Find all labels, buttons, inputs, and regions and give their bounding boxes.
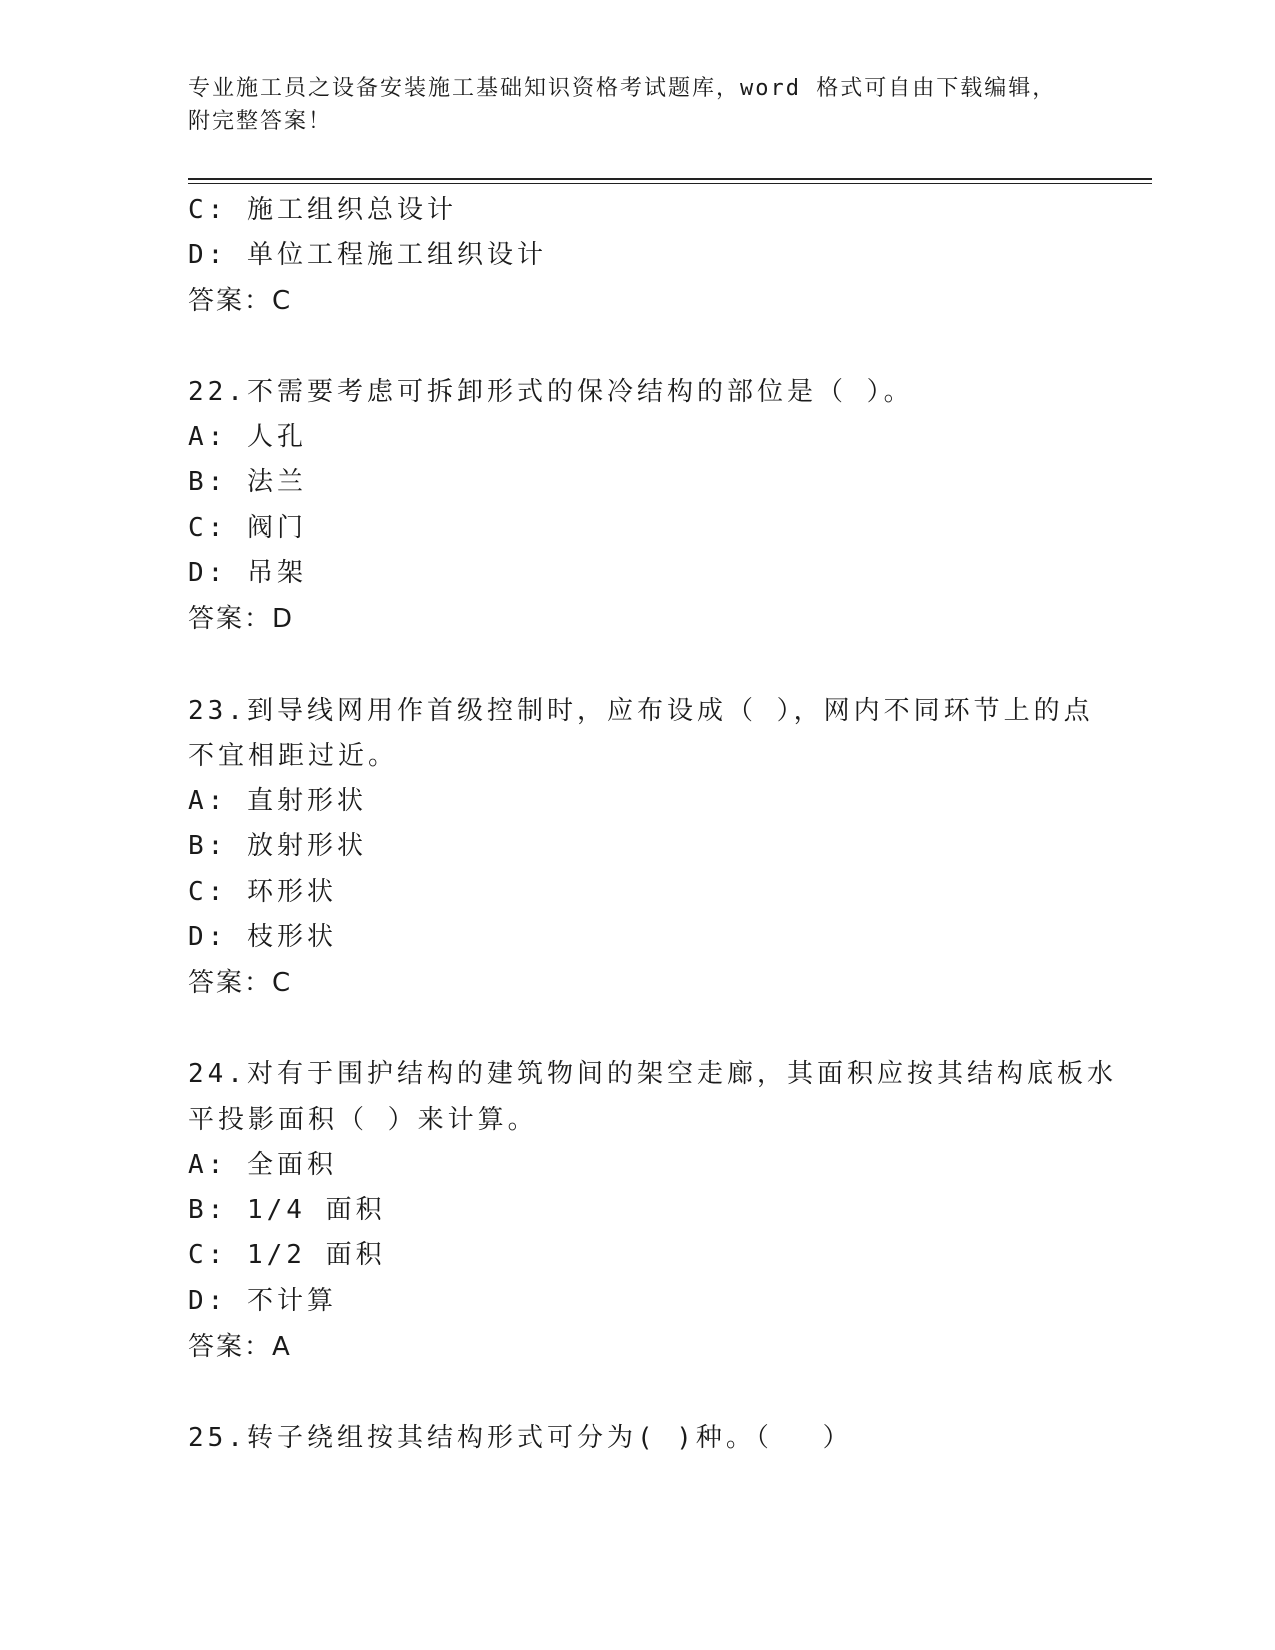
q23-option-a: A: 直射形状	[188, 786, 367, 816]
header-line-1: 专业施工员之设备安装施工基础知识资格考试题库，word 格式可自由下载编辑，	[188, 76, 1057, 101]
q24-option-b: B: 1/4 面积	[188, 1195, 386, 1225]
q24-question-line-2: 平投影面积（ ）来计算。	[188, 1105, 538, 1135]
q24-answer: 答案：A	[188, 1332, 292, 1362]
q24-question-line-1: 24.对有于围护结构的建筑物间的架空走廊，其面积应按其结构底板水	[188, 1059, 1117, 1089]
q23-option-c: C: 环形状	[188, 877, 337, 907]
document-header	[188, 72, 1088, 138]
q22-option-d: D: 吊架	[188, 558, 307, 588]
q21-option-c: C: 施工组织总设计	[188, 195, 457, 225]
q23-answer: 答案：C	[188, 968, 293, 998]
q24-option-c: C: 1/2 面积	[188, 1240, 386, 1270]
q21-option-d: D: 单位工程施工组织设计	[188, 240, 547, 270]
q23-question-line-2: 不宜相距过近。	[188, 741, 399, 771]
q22-option-b: B: 法兰	[188, 467, 307, 497]
q22-question: 22.不需要考虑可拆卸形式的保冷结构的部位是（ ）。	[188, 377, 914, 407]
header-line-2: 附完整答案！	[188, 109, 333, 134]
q23-question-line-1: 23.到导线网用作首级控制时，应布设成（ ），网内不同环节上的点	[188, 696, 1094, 726]
q22-option-c: C: 阀门	[188, 513, 307, 543]
q25-question: 25.转子绕组按其结构形式可分为( )种。（ ）	[188, 1423, 853, 1453]
q24-option-a: A: 全面积	[188, 1150, 337, 1180]
q22-answer: 答案：D	[188, 604, 295, 634]
q22-option-a: A: 人孔	[188, 422, 307, 452]
header-divider-thin	[188, 183, 1152, 184]
q21-answer: 答案：C	[188, 286, 293, 316]
q23-option-b: B: 放射形状	[188, 831, 367, 861]
q24-option-d: D: 不计算	[188, 1286, 337, 1316]
header-divider-thick	[188, 178, 1152, 180]
q23-option-d: D: 枝形状	[188, 922, 337, 952]
